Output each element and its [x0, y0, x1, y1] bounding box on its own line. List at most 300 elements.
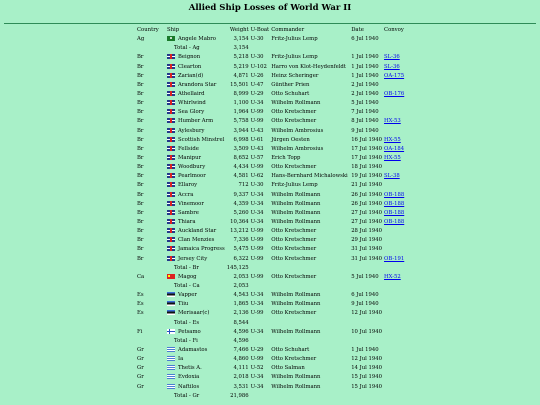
- ship-cell: [166, 172, 226, 181]
- commander-cell: Otto Kretschmer: [271, 109, 317, 116]
- weight-cell: 3,531: [233, 383, 249, 390]
- ship-name: Merisaar(c): [178, 310, 210, 317]
- ship-cell: [166, 127, 226, 136]
- flag-icon: [167, 128, 175, 133]
- flag-icon: [167, 356, 175, 361]
- weight-cell: 4,860: [233, 356, 249, 363]
- convoy-link[interactable]: OB-188: [384, 219, 405, 226]
- empty-cell: [250, 282, 271, 291]
- country-cell: Gr: [137, 346, 144, 353]
- table-row: [136, 346, 413, 355]
- flag-icon: [167, 292, 175, 297]
- convoy-cell: [383, 136, 413, 145]
- total-value: 21,986: [230, 392, 249, 399]
- commander-cell: Otto Kretschmer: [271, 273, 317, 280]
- table-row: [136, 81, 413, 90]
- convoy-link[interactable]: OB-188: [384, 191, 405, 198]
- convoy-cell: [383, 35, 413, 44]
- commander-cell: Erich Topp: [271, 155, 301, 162]
- ship-name: Woodbury: [178, 164, 206, 171]
- country-cell: Br: [137, 219, 144, 226]
- weight-cell: 4,871: [233, 72, 249, 79]
- uboat-cell: U-34: [250, 100, 264, 107]
- uboat-cell: U-57: [250, 155, 264, 162]
- ship-name: Naftilos: [178, 383, 200, 390]
- commander-cell: Otto Kretschmer: [271, 164, 317, 171]
- country-cell: Br: [137, 127, 144, 134]
- flag-icon: [167, 164, 175, 169]
- country-cell: Br: [137, 91, 144, 98]
- total-country-cell: [136, 319, 166, 328]
- commander-cell: Wilhelm Rollmann: [271, 374, 321, 381]
- weight-cell: 2,018: [233, 374, 249, 381]
- ship-name: Jersey City: [178, 255, 208, 262]
- total-country-cell: [136, 337, 166, 346]
- commander-cell: Wilhelm Ambrosius: [271, 127, 324, 134]
- ship-name: Aylesbury: [178, 127, 205, 134]
- convoy-cell: [383, 355, 413, 364]
- weight-cell: 1,964: [233, 109, 249, 116]
- convoy-link[interactable]: SL-36: [384, 54, 400, 61]
- commander-cell: Wilhelm Rollmann: [271, 191, 321, 198]
- uboat-cell: U-99: [250, 273, 264, 280]
- commander-cell: Hans-Bernhard Michalowski: [271, 173, 348, 180]
- uboat-cell: U-29: [250, 346, 264, 353]
- table-row: [136, 209, 413, 218]
- country-cell: Es: [137, 301, 144, 308]
- date-cell: 9 Jul 1940: [351, 301, 379, 308]
- convoy-cell: [383, 81, 413, 90]
- header-weight: Weight: [229, 27, 249, 34]
- table-row: [136, 382, 413, 391]
- table-row: [136, 255, 413, 264]
- convoy-link[interactable]: SL-36: [384, 63, 400, 70]
- commander-cell: Otto Kretschmer: [271, 237, 317, 244]
- ship-name: Adamastos: [178, 346, 208, 353]
- flag-icon: [167, 237, 175, 242]
- convoy-cell: [383, 364, 413, 373]
- ship-name: Accra: [178, 191, 194, 198]
- ship-cell: [166, 218, 226, 227]
- empty-cell: [350, 392, 383, 401]
- flag-icon: [167, 274, 175, 279]
- total-country-cell: [136, 44, 166, 53]
- ship-cell: [166, 200, 226, 209]
- table-row: [136, 227, 413, 236]
- page-title: Allied Ship Losses of World War II: [188, 3, 352, 13]
- ship-name: Magog: [178, 273, 197, 280]
- empty-cell: [270, 264, 350, 273]
- date-cell: 31 Jul 1940: [351, 246, 383, 253]
- commander-cell: Wilhelm Ambrosius: [271, 145, 324, 152]
- flag-icon: [167, 54, 175, 59]
- flag-icon: [167, 210, 175, 215]
- uboat-cell: U-99: [250, 310, 264, 317]
- convoy-link[interactable]: OB-188: [384, 209, 405, 216]
- total-label: Total - Br: [174, 264, 199, 271]
- ship-name: Fellside: [178, 145, 199, 152]
- commander-cell: Wilhelm Rollmann: [271, 200, 321, 207]
- total-value: 145,125: [226, 264, 249, 271]
- header-date: Date: [351, 27, 364, 34]
- uboat-cell: U-99: [250, 109, 264, 116]
- weight-cell: 4,359: [233, 200, 249, 207]
- country-cell: Br: [137, 228, 144, 235]
- flag-icon: [167, 374, 175, 379]
- ship-name: Clearton: [178, 63, 202, 70]
- empty-cell: [383, 319, 413, 328]
- weight-cell: 7,336: [233, 237, 249, 244]
- convoy-cell: [383, 382, 413, 391]
- weight-cell: 15,501: [230, 81, 249, 88]
- table-row: [136, 373, 413, 382]
- table-row: [136, 191, 413, 200]
- empty-cell: [250, 392, 271, 401]
- total-row: [136, 319, 413, 328]
- convoy-cell: [383, 181, 413, 190]
- weight-cell: 3,944: [233, 127, 249, 134]
- ship-cell: [166, 373, 226, 382]
- weight-cell: 8,999: [233, 91, 249, 98]
- country-cell: Br: [137, 182, 144, 189]
- empty-cell: [383, 264, 413, 273]
- flag-icon: [167, 329, 175, 334]
- ship-name: Beignon: [178, 54, 201, 61]
- total-row: [136, 264, 413, 273]
- commander-cell: Wilhelm Rollmann: [271, 292, 321, 299]
- weight-cell: 8,652: [233, 155, 249, 162]
- convoy-cell: [383, 273, 413, 282]
- title-divider: [4, 23, 536, 24]
- country-cell: Gr: [137, 365, 144, 372]
- convoy-cell: [383, 300, 413, 309]
- total-value: 2,053: [233, 283, 249, 289]
- convoy-cell: [383, 145, 413, 154]
- commander-cell: Fritz-Julius Lemp: [271, 182, 318, 189]
- date-cell: 29 Jul 1940: [351, 237, 383, 244]
- convoy-link[interactable]: OA-175: [384, 72, 405, 79]
- convoy-cell: [383, 328, 413, 337]
- table-row: [136, 172, 413, 181]
- total-label: Total - Fi: [174, 337, 198, 344]
- empty-cell: [350, 337, 383, 346]
- date-cell: 9 Jul 1940: [351, 127, 379, 134]
- weight-cell: 5,475: [233, 246, 249, 253]
- weight-cell: 7,466: [233, 346, 249, 353]
- total-country-cell: [136, 264, 166, 273]
- country-cell: Br: [137, 109, 144, 116]
- table-row: [136, 364, 413, 373]
- ship-cell: [166, 154, 226, 163]
- uboat-cell: U-34: [250, 209, 264, 216]
- empty-cell: [270, 282, 350, 291]
- date-cell: 26 Jul 1940: [351, 191, 383, 198]
- uboat-cell: U-99: [250, 246, 264, 253]
- date-cell: 31 Jul 1940: [351, 255, 383, 262]
- flag-icon: [167, 182, 175, 187]
- country-cell: Br: [137, 237, 144, 244]
- date-cell: 18 Jul 1940: [351, 164, 383, 171]
- uboat-cell: U-43: [250, 127, 264, 134]
- ship-cell: [166, 382, 226, 391]
- ship-cell: [166, 90, 226, 99]
- commander-cell: Otto Kretschmer: [271, 246, 317, 253]
- empty-cell: [250, 337, 271, 346]
- uboat-cell: U-99: [250, 237, 264, 244]
- date-cell: 2 Jul 1940: [351, 81, 379, 88]
- commander-cell: Heinz Scheringer: [271, 72, 319, 79]
- commander-cell: Wilhelm Rollmann: [271, 383, 321, 390]
- total-country-cell: [136, 392, 166, 401]
- commander-cell: Fritz-Julius Lemp: [271, 36, 318, 43]
- empty-cell: [383, 282, 413, 291]
- date-cell: 16 Jul 1940: [351, 136, 383, 143]
- flag-icon: [167, 173, 175, 178]
- table-header-row: [136, 26, 413, 35]
- losses-table: [136, 26, 413, 401]
- empty-cell: [350, 319, 383, 328]
- convoy-link[interactable]: HX-55: [384, 155, 401, 162]
- empty-cell: [270, 392, 350, 401]
- uboat-cell: U-30: [250, 54, 264, 61]
- ship-name: Scottish Minstrel: [178, 136, 225, 143]
- table-row: [136, 291, 413, 300]
- commander-cell: Otto Salman: [271, 365, 305, 372]
- flag-icon: [167, 384, 175, 389]
- weight-cell: 3,509: [233, 145, 249, 152]
- country-cell: Br: [137, 100, 144, 107]
- convoy-cell: [383, 63, 413, 72]
- ship-cell: [166, 245, 226, 254]
- uboat-cell: U-61: [250, 136, 264, 143]
- empty-cell: [250, 44, 271, 53]
- country-cell: Ag: [137, 36, 145, 43]
- convoy-cell: [383, 117, 413, 126]
- total-value: 3,154: [233, 45, 249, 52]
- country-cell: Br: [137, 145, 144, 152]
- table-row: [136, 200, 413, 209]
- convoy-cell: [383, 172, 413, 181]
- table-row: [136, 108, 413, 117]
- total-row: [136, 44, 413, 53]
- date-cell: 19 Jul 1940: [351, 173, 383, 180]
- convoy-cell: [383, 154, 413, 163]
- ship-name: Ellaroy: [178, 182, 198, 189]
- country-cell: Br: [137, 246, 144, 253]
- ship-cell: [166, 291, 226, 300]
- table-row: [136, 181, 413, 190]
- ship-cell: [166, 63, 226, 72]
- ship-name: Ia: [178, 356, 184, 363]
- table-row: [136, 236, 413, 245]
- commander-cell: Wilhelm Rollmann: [271, 209, 321, 216]
- ship-cell: [166, 35, 226, 44]
- commander-cell: Otto Schuhart: [271, 346, 310, 353]
- ship-name: Tiiu: [178, 301, 189, 308]
- uboat-cell: U-62: [250, 173, 264, 180]
- ship-cell: [166, 145, 226, 154]
- country-cell: Br: [137, 118, 144, 125]
- total-label: Total - Ca: [174, 283, 200, 289]
- convoy-link[interactable]: OB-191: [384, 255, 405, 262]
- table-row: [136, 72, 413, 81]
- weight-cell: 5,219: [233, 63, 249, 70]
- ship-cell: [166, 72, 226, 81]
- ship-cell: [166, 163, 226, 172]
- convoy-cell: [383, 209, 413, 218]
- table-row: [136, 35, 413, 44]
- ship-cell: [166, 136, 226, 145]
- table-row: [136, 154, 413, 163]
- empty-cell: [350, 282, 383, 291]
- weight-cell: 4,434: [233, 164, 249, 171]
- empty-cell: [250, 264, 271, 273]
- date-cell: 15 Jul 1940: [351, 383, 383, 390]
- table-row: [136, 163, 413, 172]
- convoy-link[interactable]: HX-55: [384, 136, 401, 143]
- ship-cell: [166, 236, 226, 245]
- convoy-link[interactable]: OB-176: [384, 91, 405, 98]
- convoy-cell: [383, 309, 413, 318]
- ship-cell: [166, 355, 226, 364]
- country-cell: Fi: [137, 328, 143, 335]
- date-cell: 5 Jul 1940: [351, 273, 379, 280]
- ship-name: Whirlwind: [178, 100, 206, 107]
- ship-name: Vapper: [178, 292, 197, 299]
- flag-icon: [167, 246, 175, 251]
- ship-cell: [166, 309, 226, 318]
- total-value: 8,544: [233, 319, 249, 326]
- ship-name: Sea Glory: [178, 109, 205, 116]
- ship-name: Thetis A.: [178, 365, 202, 372]
- flag-icon: [167, 365, 175, 370]
- convoy-link[interactable]: OB-188: [384, 200, 405, 207]
- flag-icon: [167, 347, 175, 352]
- commander-cell: Günther Prien: [271, 81, 310, 88]
- table-row: [136, 145, 413, 154]
- weight-cell: 10,364: [230, 219, 249, 226]
- total-row: [136, 392, 413, 401]
- ship-name: Manipur: [178, 155, 202, 162]
- commander-cell: Jürgen Oesten: [271, 136, 310, 143]
- flag-icon: [167, 36, 175, 41]
- commander-cell: Fritz-Julius Lemp: [271, 54, 318, 61]
- date-cell: 1 Jul 1940: [351, 54, 379, 61]
- ship-cell: [166, 53, 226, 62]
- commander-cell: Harro von Klot-Heydenfeldt: [271, 63, 346, 70]
- weight-cell: 6,322: [233, 255, 249, 262]
- total-label: Total - Es: [174, 319, 200, 326]
- date-cell: 5 Jul 1940: [351, 100, 379, 107]
- country-cell: Br: [137, 81, 144, 88]
- table-row: [136, 136, 413, 145]
- date-cell: 6 Jul 1940: [351, 292, 379, 299]
- uboat-cell: U-29: [250, 91, 264, 98]
- flag-icon: [167, 118, 175, 123]
- uboat-cell: U-102: [250, 63, 267, 70]
- date-cell: 17 Jul 1940: [351, 155, 383, 162]
- ship-name: Auckland Star: [178, 228, 217, 235]
- uboat-cell: U-99: [250, 228, 264, 235]
- weight-cell: 13,212: [230, 228, 249, 235]
- date-cell: 27 Jul 1940: [351, 219, 383, 226]
- country-cell: Gr: [137, 374, 144, 381]
- convoy-cell: [383, 72, 413, 81]
- ship-name: Clan Menzies: [178, 237, 215, 244]
- flag-icon: [167, 192, 175, 197]
- flag-icon: [167, 201, 175, 206]
- table-row: [136, 218, 413, 227]
- ship-name: Pearlmoor: [178, 173, 206, 180]
- commander-cell: Otto Schuhart: [271, 91, 310, 98]
- date-cell: 6 Jul 1940: [351, 36, 379, 43]
- convoy-cell: [383, 227, 413, 236]
- weight-cell: 2,136: [233, 310, 249, 317]
- commander-cell: Otto Kretschmer: [271, 228, 317, 235]
- ship-cell: [166, 108, 226, 117]
- commander-cell: Wilhelm Rollmann: [271, 328, 321, 335]
- uboat-cell: U-47: [250, 81, 264, 88]
- ship-name: Jamaica Progress: [178, 246, 225, 253]
- convoy-link[interactable]: SL-38: [384, 173, 400, 180]
- ship-cell: [166, 181, 226, 190]
- flag-icon: [167, 100, 175, 105]
- convoy-link[interactable]: HX-52: [384, 273, 401, 280]
- country-cell: Ca: [137, 273, 145, 280]
- total-country-cell: [136, 282, 166, 291]
- country-cell: Br: [137, 72, 144, 79]
- commander-cell: Otto Kretschmer: [271, 310, 317, 317]
- weight-cell: 1,865: [233, 301, 249, 308]
- uboat-cell: U-30: [250, 182, 264, 189]
- flag-icon: [167, 73, 175, 78]
- ship-name: Arandora Star: [178, 81, 217, 88]
- convoy-link[interactable]: HX-53: [384, 118, 401, 125]
- header-uboat: U-Boat: [250, 27, 270, 34]
- weight-cell: 5,758: [233, 118, 249, 125]
- convoy-cell: [383, 53, 413, 62]
- country-cell: Br: [137, 63, 144, 70]
- uboat-cell: U-26: [250, 72, 264, 79]
- empty-cell: [350, 44, 383, 53]
- uboat-cell: U-34: [250, 383, 264, 390]
- header-country: Country: [137, 27, 159, 34]
- weight-cell: 6,998: [233, 136, 249, 143]
- country-cell: Br: [137, 54, 144, 61]
- commander-cell: Wilhelm Rollmann: [271, 100, 321, 107]
- ship-name: Evdoxia: [178, 374, 200, 381]
- flag-icon: [167, 146, 175, 151]
- flag-icon: [167, 256, 175, 261]
- weight-cell: 5,218: [233, 54, 249, 61]
- date-cell: 1 Jul 1940: [351, 346, 379, 353]
- date-cell: 14 Jul 1940: [351, 365, 383, 372]
- convoy-cell: [383, 245, 413, 254]
- uboat-cell: U-30: [250, 36, 264, 43]
- date-cell: 8 Jul 1940: [351, 118, 379, 125]
- country-cell: Es: [137, 310, 144, 317]
- uboat-cell: U-52: [250, 365, 264, 372]
- weight-cell: 5,260: [233, 209, 249, 216]
- total-value: 4,596: [233, 337, 249, 344]
- empty-cell: [270, 319, 350, 328]
- date-cell: 12 Jul 1940: [351, 356, 383, 363]
- country-cell: Br: [137, 173, 144, 180]
- convoy-link[interactable]: OA-184: [384, 145, 405, 152]
- convoy-cell: [383, 90, 413, 99]
- uboat-cell: U-34: [250, 292, 264, 299]
- table-row: [136, 309, 413, 318]
